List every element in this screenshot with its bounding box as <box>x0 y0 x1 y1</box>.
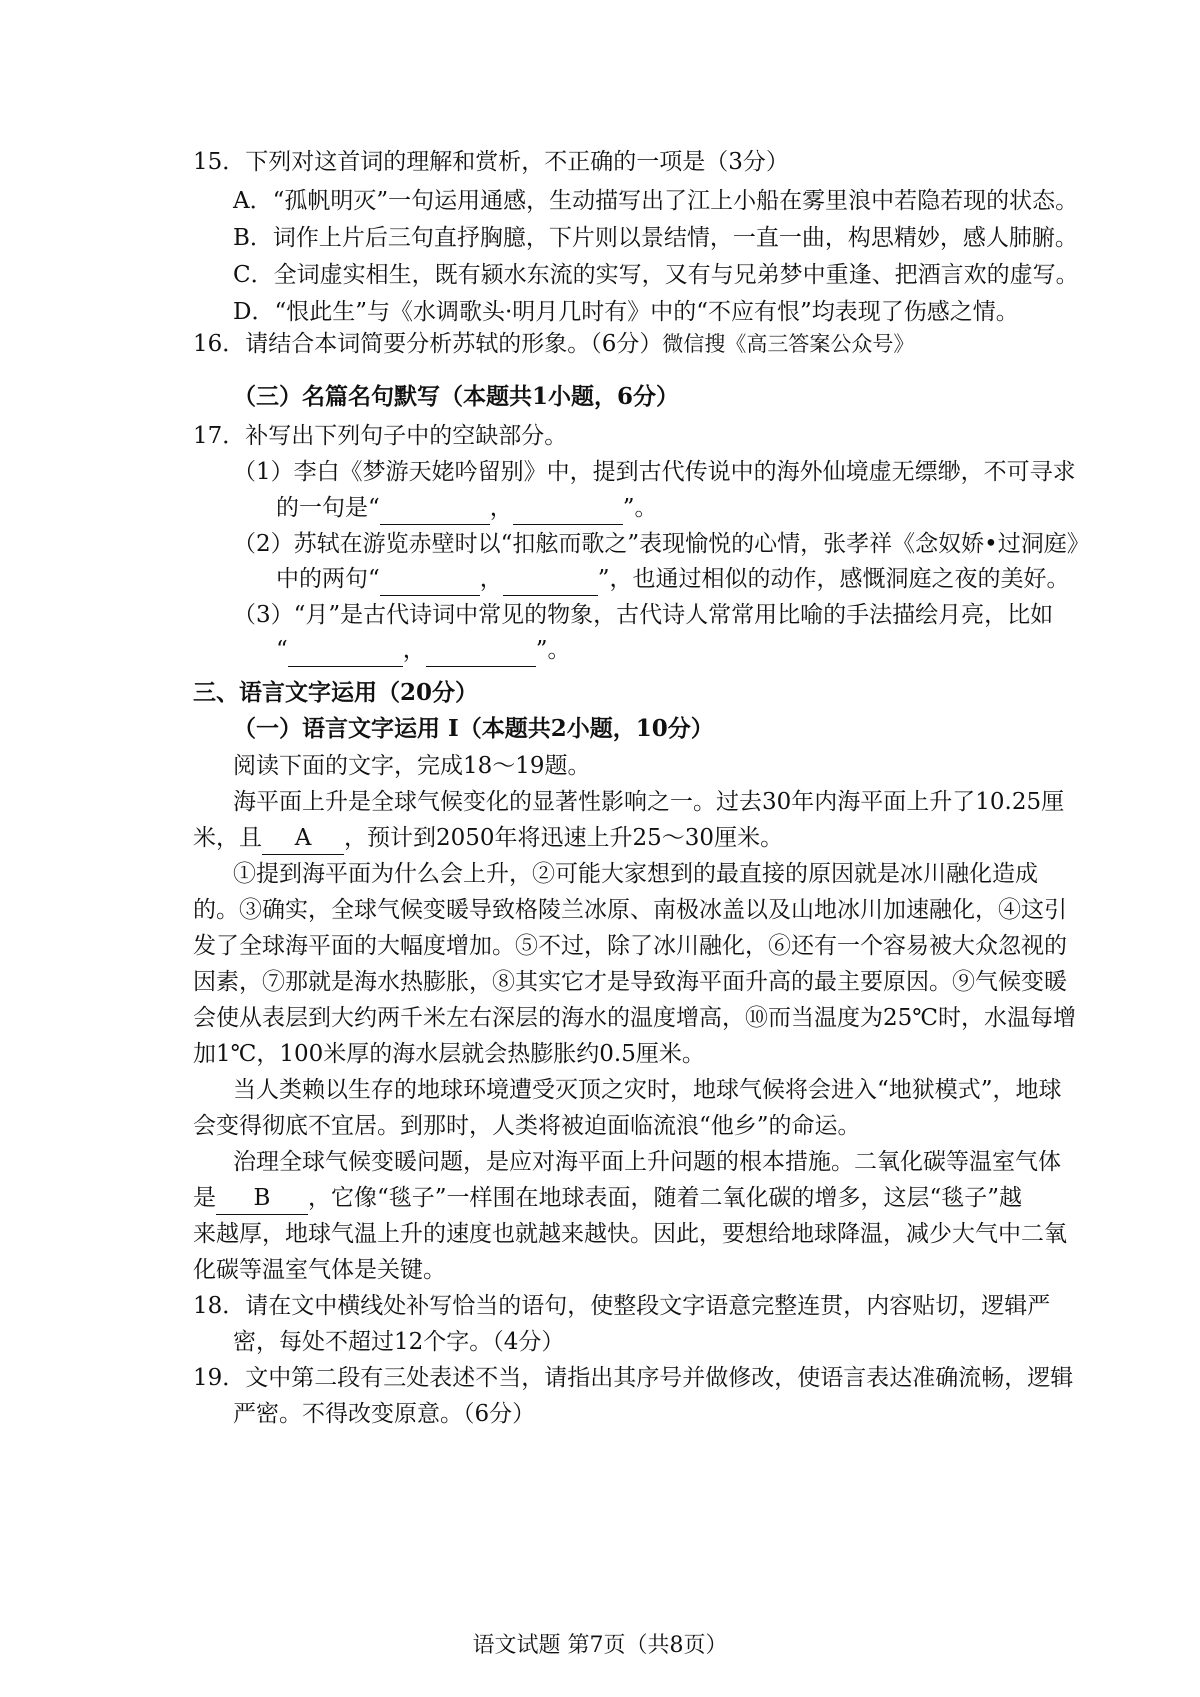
blank-a[interactable]: A <box>262 822 344 855</box>
para2-line5: 会使从表层到大约两千米左右深层的海水的温度增高，⑩而当温度为25℃时，水温每增 <box>193 1005 1076 1031</box>
q19-line2: 严密。不得改变原意。（6分） <box>233 1401 536 1427</box>
q15-option-a: A．“孤帆明灭”一句运用通感，生动描写出了江上小船在雾里浪中若隐若现的状态。 <box>233 188 1079 214</box>
q17-p1-blank-1[interactable] <box>380 492 490 525</box>
para4-line1: 治理全球气候变暖问题，是应对海平面上升问题的根本措施。二氧化碳等温室气体 <box>233 1149 1061 1175</box>
q17-p3-line1: （3）“月”是古代诗词中常见的物象，古代诗人常常用比喻的手法描绘月亮，比如 <box>233 602 1054 628</box>
section-famous-lines-heading: （三）名篇名句默写（本题共1小题，6分） <box>233 383 680 410</box>
para2-line2: 的。③确实，全球气候变暖导致格陵兰冰原、南极冰盖以及山地冰川加速融化，④这引 <box>193 897 1067 923</box>
q17-p2-blank-1[interactable] <box>380 563 480 596</box>
q17-p2-blank-2[interactable] <box>503 563 598 596</box>
para3-line2: 会变得彻底不宜居。到那时，人类将被迫面临流浪“他乡”的命运。 <box>193 1113 861 1139</box>
para4-line3: 来越厚，地球气温上升的速度也就越来越快。因此，要想给地球降温，减少大气中二氧 <box>193 1221 1067 1247</box>
q17-p1-line1: （1）李白《梦游天姥吟留别》中，提到古代传说中的海外仙境虚无缥缈，不可寻求 <box>233 459 1076 485</box>
q17-p1-blank-2[interactable] <box>513 492 623 525</box>
para1-line1: 海平面上升是全球气候变化的显著性影响之一。过去30年内海平面上升了10.25厘 <box>233 789 1065 815</box>
q17-p3-line2: “ ， ”。 <box>276 634 571 667</box>
para2-line6: 加1℃，100米厚的海水层就会热膨胀约0.5厘米。 <box>193 1041 705 1067</box>
q16-note: 微信搜《高三答案公众号》 <box>662 332 915 356</box>
q17-p2-line1: （2）苏轼在游览赤壁时以“扣舷而歌之”表现愉悦的心情，张孝祥《念奴娇•过洞庭》 <box>233 531 1090 557</box>
para4-line2: 是 B ，它像“毯子”一样围在地球表面，随着二氧化碳的增多，这层“毯子”越 <box>193 1182 1022 1215</box>
part3-heading: 三、语言文字运用（20分） <box>193 679 479 706</box>
part3-sub1-heading: （一）语言文字运用 I（本题共2小题，10分） <box>233 715 714 742</box>
para2-line3: 发了全球海平面的大幅度增加。⑤不过，除了冰川融化，⑥还有一个容易被大众忽视的 <box>193 933 1067 959</box>
q16-stem: 16．请结合本词简要分析苏轼的形象。（6分） <box>193 331 663 357</box>
para2-line4: 因素，⑦那就是海水热膨胀，⑧其实它才是导致海平面升高的最主要原因。⑨气候变暖 <box>193 969 1067 995</box>
q18-line2: 密，每处不超过12个字。（4分） <box>233 1329 565 1355</box>
q17-p3-blank-1[interactable] <box>288 634 403 667</box>
q15-stem: 15．下列对这首词的理解和赏析，不正确的一项是（3分） <box>193 149 789 175</box>
q15-option-b: B．词作上片后三句直抒胸臆，下片则以景结情，一直一曲，构思精妙，感人肺腑。 <box>233 225 1078 251</box>
para1-line2: 米，且 A ，预计到2050年将迅速上升25～30厘米。 <box>193 822 783 855</box>
q17-p2-line2: 中的两句“ ， ”，也通过相似的动作，感慨洞庭之夜的美好。 <box>276 563 1070 596</box>
page-footer: 语文试题 第7页（共8页） <box>472 1633 728 1658</box>
para3-line1: 当人类赖以生存的地球环境遭受灭顶之灾时，地球气候将会进入“地狱模式”，地球 <box>233 1077 1062 1103</box>
q16-line <box>193 328 914 360</box>
blank-b[interactable]: B <box>216 1182 308 1215</box>
para2-line1: ①提到海平面为什么会上升，②可能大家想到的最直接的原因就是冰川融化造成 <box>233 861 1038 887</box>
q15-option-d: D．“恨此生”与《水调歌头·明月几时有》中的“不应有恨”均表现了伤感之情。 <box>233 299 1019 325</box>
q17-p1-line2: 的一句是“ ， ”。 <box>276 492 658 525</box>
q19-line1: 19．文中第二段有三处表述不当，请指出其序号并做修改，使语言表达准确流畅，逻辑 <box>193 1365 1074 1391</box>
q17-p3-blank-2[interactable] <box>426 634 536 667</box>
q15-option-c: C．全词虚实相生，既有颍水东流的实写，又有与兄弟梦中重逢、把酒言欢的虚写。 <box>233 262 1079 288</box>
reading-intro: 阅读下面的文字，完成18～19题。 <box>233 753 591 779</box>
para4-line4: 化碳等温室气体是关键。 <box>193 1257 446 1283</box>
q17-stem: 17．补写出下列句子中的空缺部分。 <box>193 423 568 449</box>
q18-line1: 18．请在文中横线处补写恰当的语句，使整段文字语意完整连贯，内容贴切，逻辑严 <box>193 1293 1051 1319</box>
